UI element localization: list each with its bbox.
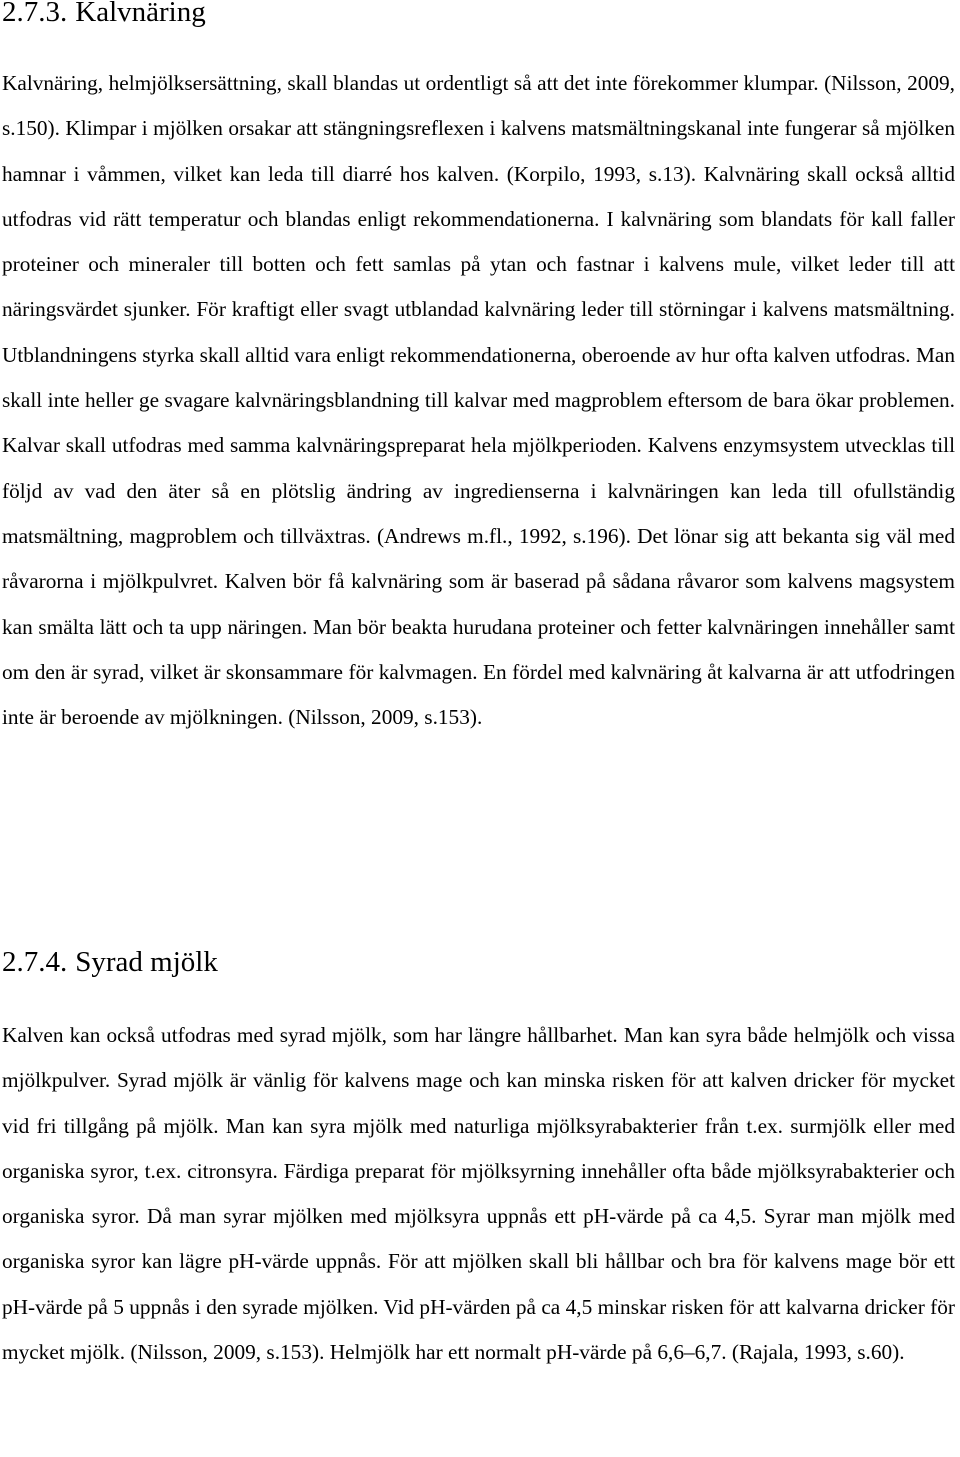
section-body-kalvnaring: Kalvnäring, helmjölksersättning, skall blandas ut ordentligt så att det inte förekommer klumpar. (Nilsson, 2009, s.150). Klimpar i mjölken orsakar att stängningsreflexen i kalvens matsmältningskanal inte fungerar så mjölken hamnar i våmmen, vilket kan leda till diarré hos kalven. (Korpilo, 1993, s.13). Kalvnäring skall också alltid utfodras vid rätt temperatur och blandas enligt rekommendationerna. I kalvnäring som blandats för kall faller proteiner och mineraler till botten och fett samlas på ytan och fastnar i kalvens mule, vilket leder till att näringsvärdet sjunker. För kraftigt eller svagt utblandad kalvnäring leder till störningar i kalvens matsmältning. Utblandningens styrka skall alltid vara enligt rekommendationerna, oberoende av hur ofta kalven utfodras. Man skall inte heller ge svagare kalvnäringsblandning till kalvar med magproblem eftersom de bara ökar problemen. Kalvar skall utfodras med samma kalvnäringspreparat hela mjölkperioden. Kalvens enzymsystem utvecklas till följd av vad den äter så en plötslig ändring av ingredienserna i kalvnäringen kan leda till ofullständig matsmältning, magproblem och tillväxtras. (Andrews m.fl., 1992, s.196). Det lönar sig att bekanta sig väl med råvarorna i mjölkpulvret. Kalven bör få kalvnäring som är baserad på sådana råvaror som kalvens magsystem kan smälta lätt och ta upp näringen. Man bör beakta hurudana proteiner och fetter kalvnäringen innehåller samt om den är syrad, vilket är skonsammare för kalvmagen. En fördel med kalvnäring åt kalvarna är att utfodringen inte är beroende av mjölkningen. (Nilsson, 2009, s.153). bbox=[2, 71, 955, 730]
section-title: Syrad mjölk bbox=[75, 946, 218, 978]
section-number: 2.7.4. bbox=[2, 946, 68, 978]
section-number: 2.7.3. bbox=[2, 0, 68, 28]
section-title: Kalvnäring bbox=[75, 0, 206, 28]
section-body-syrad-mjolk: Kalven kan också utfodras med syrad mjölk, som har längre hållbarhet. Man kan syra både helmjölk och vissa mjölkpulver. Syrad mjölk är vänlig för kalvens mage och kan minska risken för att kalven dricker för mycket vid fri tillgång på mjölk. Man kan syra mjölk med naturliga mjölksyrabakterier från t.ex. surmjölk eller med organiska syror, t.ex. citronsyra. Färdiga preparat för mjölksyrning innehåller ofta både mjölksyrabakterier och organiska syror. Då man syrar mjölken med mjölksyra uppnås ett pH-värde på ca 4,5. Syrar man mjölk med organiska syror kan lägre pH-värde uppnås. För att mjölken skall bli hållbar och bra för kalvens mage bör ett pH-värde på 5 uppnås i den syrade mjölken. Vid pH-värden på ca 4,5 minskar risken för att kalvarna dricker för mycket mjölk. (Nilsson, 2009, s.153). Helmjölk har ett normalt pH-värde på 6,6–6,7. (Rajala, 1993, s.60). bbox=[2, 1023, 955, 1365]
section-heading-syrad-mjolk bbox=[2, 944, 218, 980]
section-heading-kalvnaring bbox=[2, 0, 206, 30]
